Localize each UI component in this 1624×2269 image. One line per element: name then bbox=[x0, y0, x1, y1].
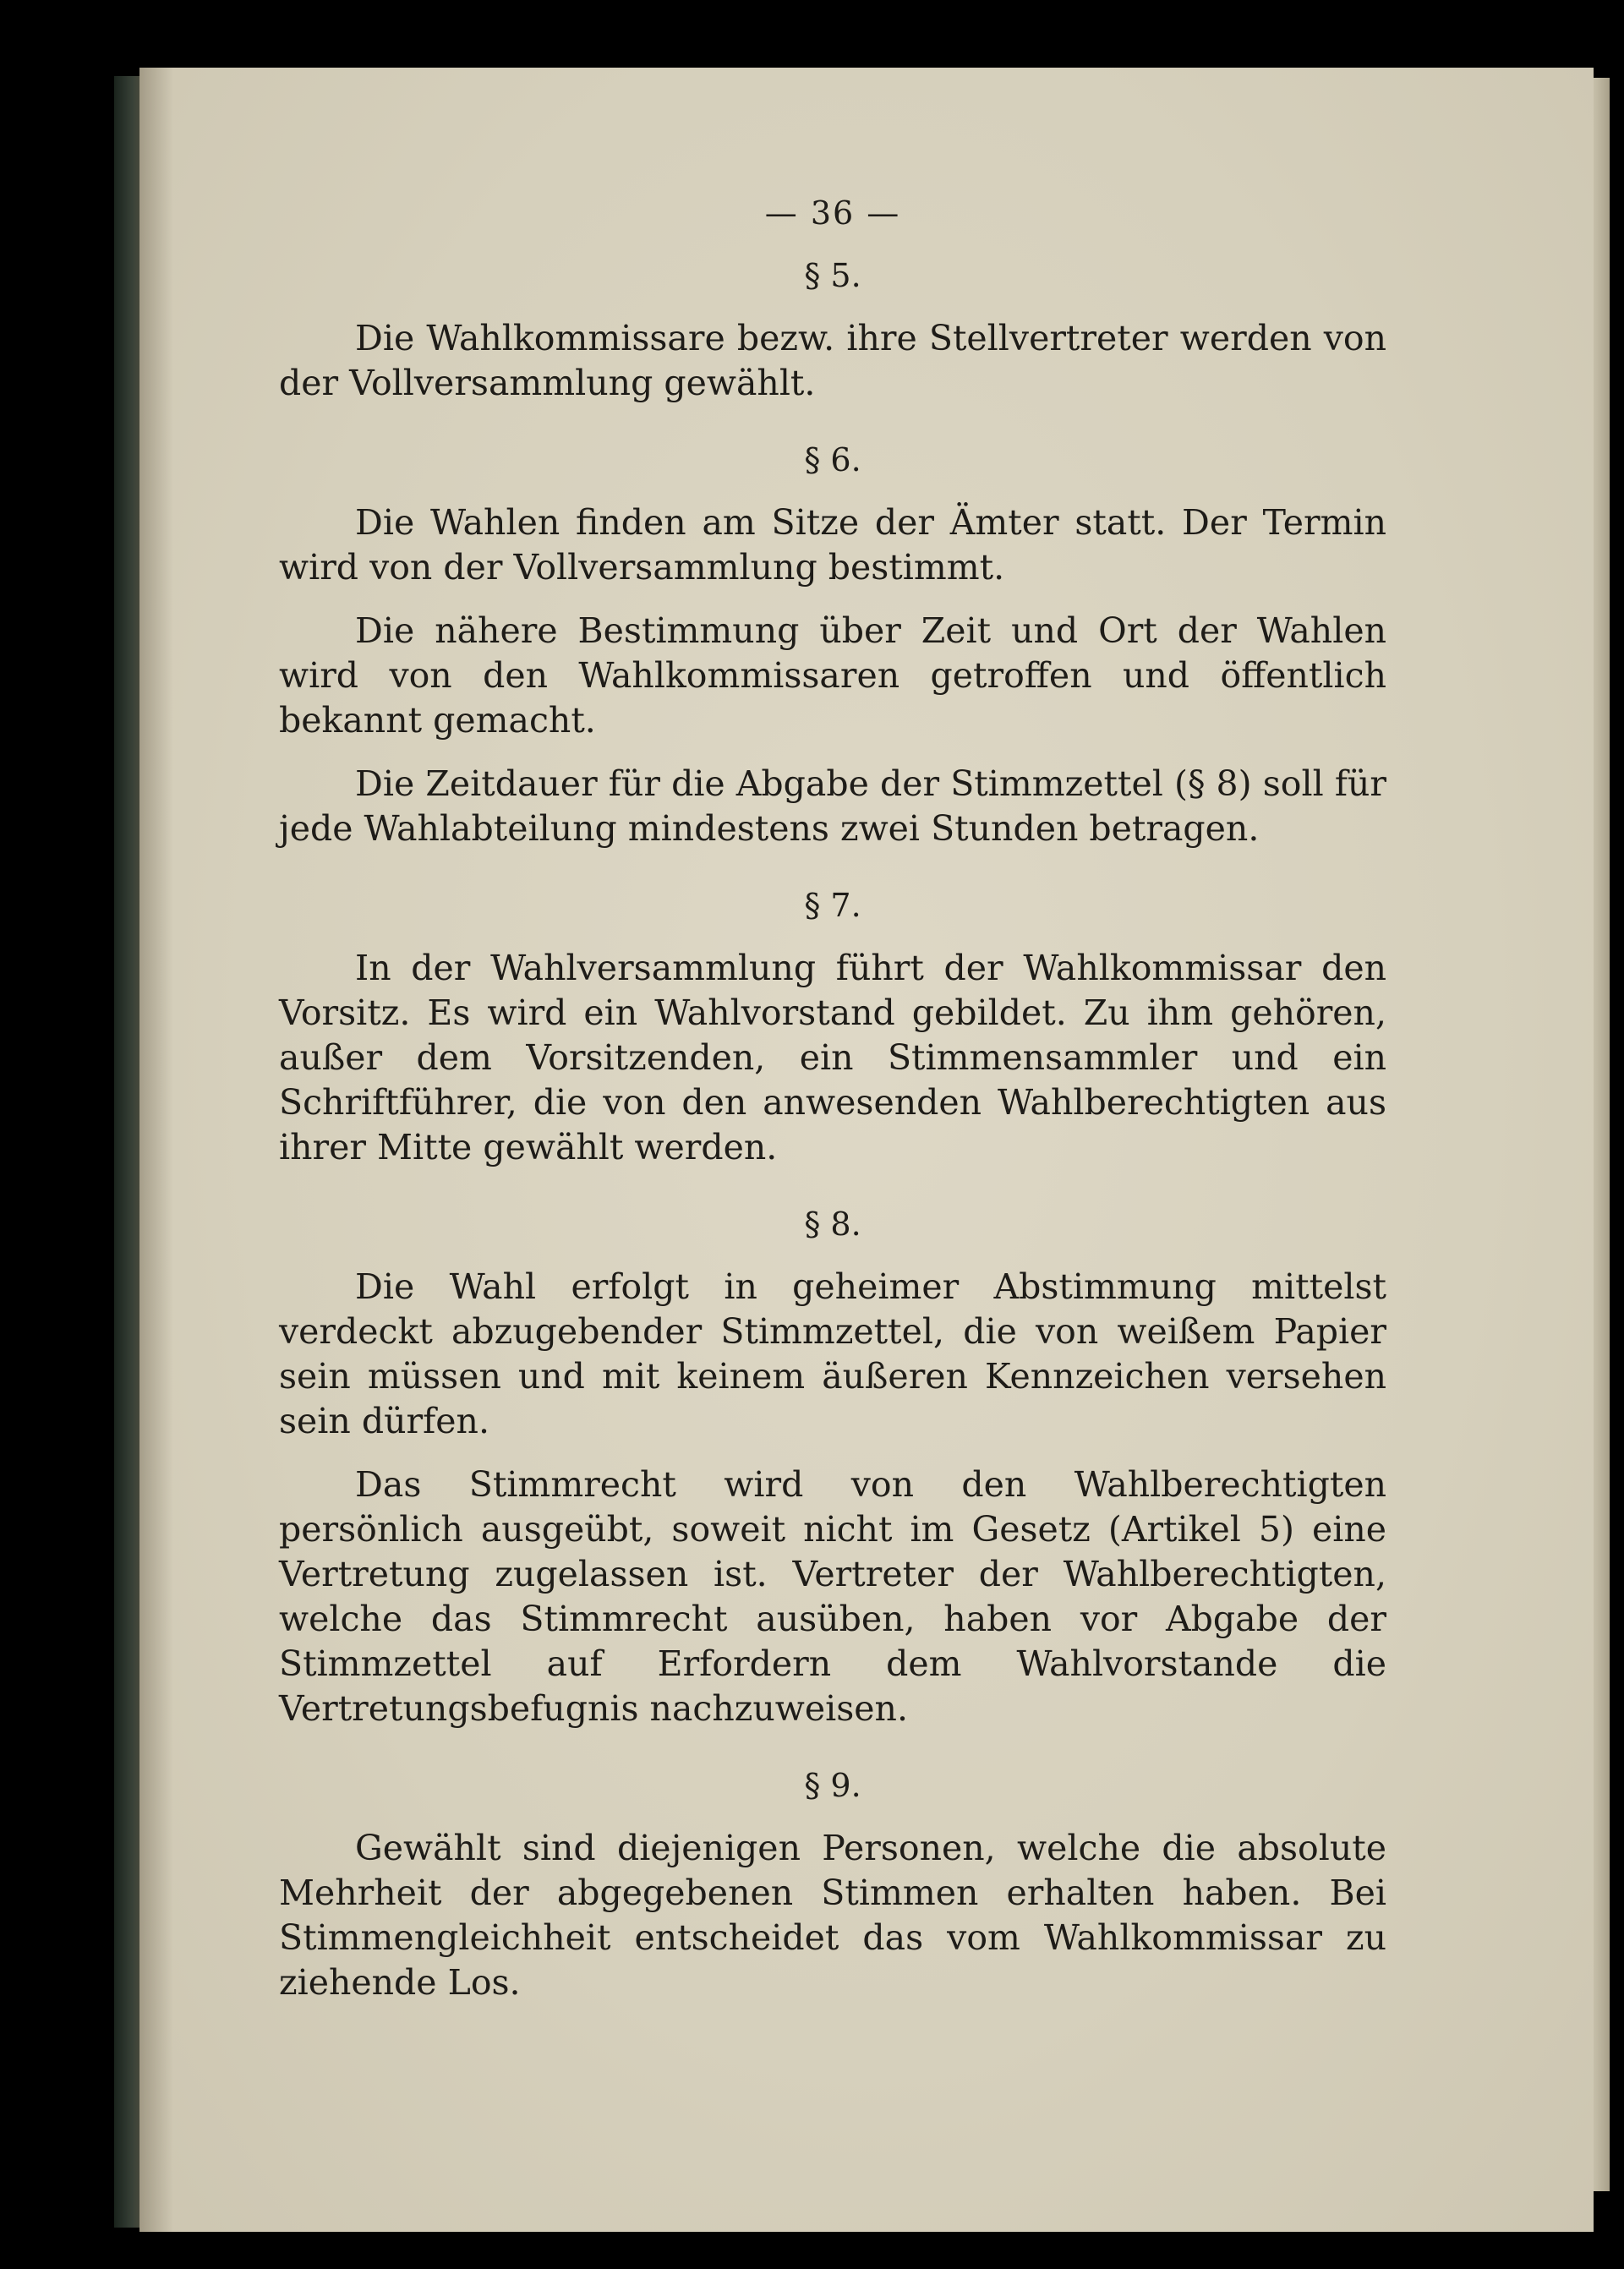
section-heading: § 8. bbox=[804, 1206, 861, 1243]
section-5 bbox=[279, 257, 1386, 406]
paragraph: Gewählt sind diejenigen Personen, welche die absolute Mehrheit der abgegebenen Stimmen erhalten haben. Bei Stimmengleichheit entscheidet das vom Wahlkommissar zu ziehende Los. bbox=[279, 1828, 1386, 2003]
paragraph: Die Wahl erfolgt in geheimer Abstimmung mittelst verdeckt abzugebender Stimmzettel, die von weißem Papier sein müssen und mit keinem äußeren Kennzeichen versehen sein dürfen. bbox=[279, 1266, 1386, 1441]
section-heading: § 6. bbox=[804, 441, 861, 478]
page-number: — 36 — bbox=[764, 194, 901, 232]
paragraph: Die nähere Bestimmung über Zeit und Ort der Wahlen wird von den Wahlkommissaren getroffen und öffentlich bekannt gemacht. bbox=[279, 610, 1386, 741]
paragraph: Das Stimmrecht wird von den Wahlberechtigten persönlich ausgeübt, soweit nicht im Gesetz (Artikel 5) eine Vertretung zugelassen ist. Vertreter der Wahlberechtigten, welche das Stimmrecht ausüben, haben vor Abgabe der Stimmzettel auf Erfordern dem Wahlvorstande die Vertretungsbefugnis nachzuweisen. bbox=[279, 1464, 1386, 1729]
section-7 bbox=[279, 887, 1386, 1170]
paragraph: Die Zeitdauer für die Abgabe der Stimmzettel (§ 8) soll für jede Wahlabteilung mindestens zwei Stunden betragen. bbox=[279, 763, 1386, 849]
section-heading: § 7. bbox=[804, 887, 861, 924]
section-heading: § 5. bbox=[804, 257, 861, 294]
section-8 bbox=[279, 1206, 1386, 1731]
book-binding-edge bbox=[114, 76, 141, 2228]
paragraph: Die Wahlen finden am Sitze der Ämter statt. Der Termin wird von der Vollversammlung bestimmt. bbox=[279, 502, 1386, 588]
gutter-shadow bbox=[139, 68, 173, 2232]
section-9 bbox=[279, 1767, 1386, 2005]
page-text bbox=[279, 194, 1386, 2041]
section-heading: § 9. bbox=[804, 1767, 861, 1804]
section-6 bbox=[279, 441, 1386, 851]
paragraph: Die Wahlkommissare bezw. ihre Stellvertreter werden von der Vollversammlung gewählt. bbox=[279, 318, 1386, 403]
paragraph: In der Wahlversammlung führt der Wahlkommissar den Vorsitz. Es wird ein Wahlvorstand gebildet. Zu ihm gehören, außer dem Vorsitzenden, ein Stimmensammler und ein Schriftführer, die von den anwesenden Wahlberechtigten aus ihrer Mitte gewählt werden. bbox=[279, 948, 1386, 1167]
